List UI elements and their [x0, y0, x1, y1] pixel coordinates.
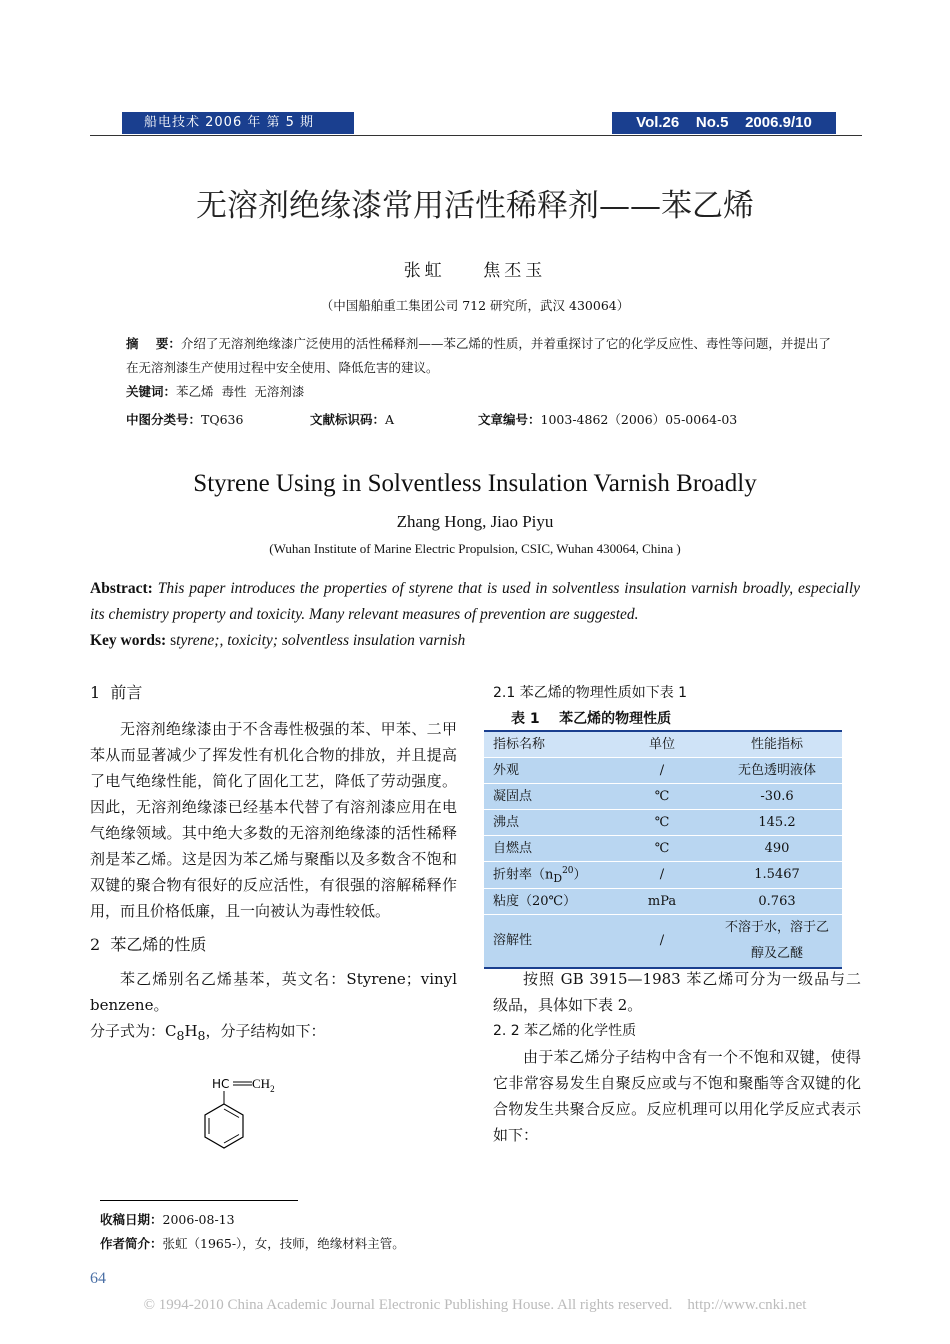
table-1-caption: 表 1 苯乙烯的物理性质 [511, 711, 672, 727]
footnote [100, 1208, 405, 1256]
section-2-paragraph: 苯乙烯别名乙烯基苯，英文名：Styrene；vinyl benzene。 [90, 970, 457, 1014]
table-row [484, 914, 842, 968]
table-header-row [484, 731, 842, 758]
table-cell: 粘度（20℃） [484, 888, 612, 914]
table-cell: 溶解性 [484, 914, 612, 968]
keywords-en: Key words: styrene;, toxicity; solventless insulation varnish [90, 632, 466, 649]
table-cell: 沸点 [484, 810, 612, 836]
right-column [493, 680, 861, 732]
article-number: 文章编号：1003-4862（2006）05-0064-03 [478, 412, 738, 427]
abstract-en-text: Abstract: This paper introduces the properties of styrene that is used in solventless insulation varnish broadly, especially its chemistry property and toxicity. Many relevant measures of prevention are suggested. [90, 580, 861, 623]
section-1-paragraph: 无溶剂绝缘漆由于不含毒性极强的苯、甲苯、二甲苯从而显著减少了挥发性有机化合物的排放，并且提高了电气绝缘性能，简化了固化工艺，降低了劳动强度。因此，无溶剂绝缘漆已经基本代替了有溶剂漆应用在电气绝缘领域。其中绝大多数的无溶剂绝缘漆的活性稀释剂是苯乙烯。这是因为苯乙烯与聚酯以及多数含不饱和双键的聚合物有很好的反应活性，有很强的溶解稀释作用，而且价格低廉，且一向被认为毒性较低。 [90, 720, 457, 920]
table-cell: 外观 [484, 758, 612, 784]
table-cell: 无色透明液体 [712, 758, 842, 784]
paper-title-cn: 无溶剂绝缘漆常用活性稀释剂——苯乙烯 [196, 188, 754, 224]
authors-cn: 张虹 焦丕玉 [403, 261, 547, 281]
journal-header-cn: 船电技术 2006 年 第 5 期 [122, 112, 354, 134]
table-row [484, 888, 842, 914]
table-cell: / [612, 914, 712, 968]
page-number: 64 [90, 1270, 106, 1287]
doc-code: 文献标识码：A [310, 412, 395, 427]
received-date: 收稿日期：2006-08-13 [100, 1212, 235, 1227]
table-header-cell: 性能指标 [712, 731, 842, 758]
section-1-heading: 1 前言 [90, 683, 143, 702]
table-row [484, 784, 842, 810]
table-cell: 不溶于水，溶于乙醇及乙醚 [712, 914, 842, 968]
table-header-cell: 单位 [612, 731, 712, 758]
left-column [90, 680, 457, 1049]
paper-title-en: Styrene Using in Solventless Insulation Varnish Broadly [193, 470, 757, 497]
table-cell: 自燃点 [484, 836, 612, 862]
struct-hc-label: HC [212, 1077, 230, 1091]
section-2-1-heading: 2.1 苯乙烯的物理性质如下表 1 [493, 685, 688, 701]
table-row [484, 810, 842, 836]
right-column-lower [493, 966, 861, 1148]
table-cell: 折射率$(n_D^{20})$ [484, 862, 612, 889]
table-cell: ℃ [612, 836, 712, 862]
section-2-2-paragraph: 由于苯乙烯分子结构中含有一个不饱和双键，使得它非常容易发生自聚反应或与不饱和聚酯等含双键的化合物发生共聚合反应。反应机理可以用化学反应式表示如下： [493, 1048, 861, 1144]
table-cell: 0.763 [712, 888, 842, 914]
grade-paragraph: 按照 GB 3915—1983 苯乙烯可分为一级品与二级品，具体如下表 2。 [493, 970, 861, 1014]
keywords-cn: 关键词：苯乙烯 毒性 无溶剂漆 [126, 384, 305, 399]
section-2-2-heading: 2. 2 苯乙烯的化学性质 [493, 1023, 637, 1039]
table-row [484, 758, 842, 784]
affiliation-cn: （中国船舶重工集团公司 712 研究所，武汉 430064） [320, 298, 630, 313]
molecular-formula: 分子式为：$C_8H_8$，分子结构如下： [90, 1022, 326, 1043]
affiliation-en: (Wuhan Institute of Marine Electric Propulsion, CSIC, Wuhan 430064, China ) [269, 541, 681, 556]
table-cell: 1.5467 [712, 862, 842, 889]
table-cell: 145.2 [712, 810, 842, 836]
footnote-rule [100, 1200, 298, 1201]
styrene-structure-diagram [196, 1074, 292, 1158]
table-header-cell: 指标名称 [484, 731, 612, 758]
benzene-ring [205, 1104, 243, 1148]
abstract-cn-label: 摘 要： [126, 336, 181, 351]
struct-ch2-label: $CH_2$ [252, 1076, 275, 1094]
table-cell: 490 [712, 836, 842, 862]
journal-header-volume: Vol.26 No.5 2006.9/10 [612, 112, 836, 134]
physical-properties-table [484, 730, 842, 969]
table-cell: -30.6 [712, 784, 842, 810]
table-cell: / [612, 862, 712, 889]
abstract-en [90, 576, 860, 654]
clc-number: 中图分类号：TQ636 [126, 412, 244, 427]
table-cell: ℃ [612, 810, 712, 836]
abstract-cn [126, 332, 831, 404]
table-row [484, 862, 842, 889]
table-cell: mPa [612, 888, 712, 914]
table-cell: / [612, 758, 712, 784]
abstract-cn-text: 摘 要：介绍了无溶剂绝缘漆广泛使用的活性稀释剂——苯乙烯的性质，并着重探讨了它的化学反应性、毒性等问题，并提出了在无溶剂漆生产使用过程中安全使用、降低危害的建议。 [126, 336, 831, 375]
header-rule [90, 135, 862, 136]
copyright-watermark: © 1994-2010 China Academic Journal Electronic Publishing House. All rights reserved. http://www.cnki.net [143, 1297, 807, 1313]
section-2-heading: 2 苯乙烯的性质 [90, 935, 207, 954]
authors-en: Zhang Hong, Jiao Piyu [396, 512, 554, 531]
table-cell: ℃ [612, 784, 712, 810]
author-bio: 作者简介：张虹（1965-），女，技师，绝缘材料主管。 [100, 1236, 405, 1251]
table-cell: 凝固点 [484, 784, 612, 810]
table-row [484, 836, 842, 862]
